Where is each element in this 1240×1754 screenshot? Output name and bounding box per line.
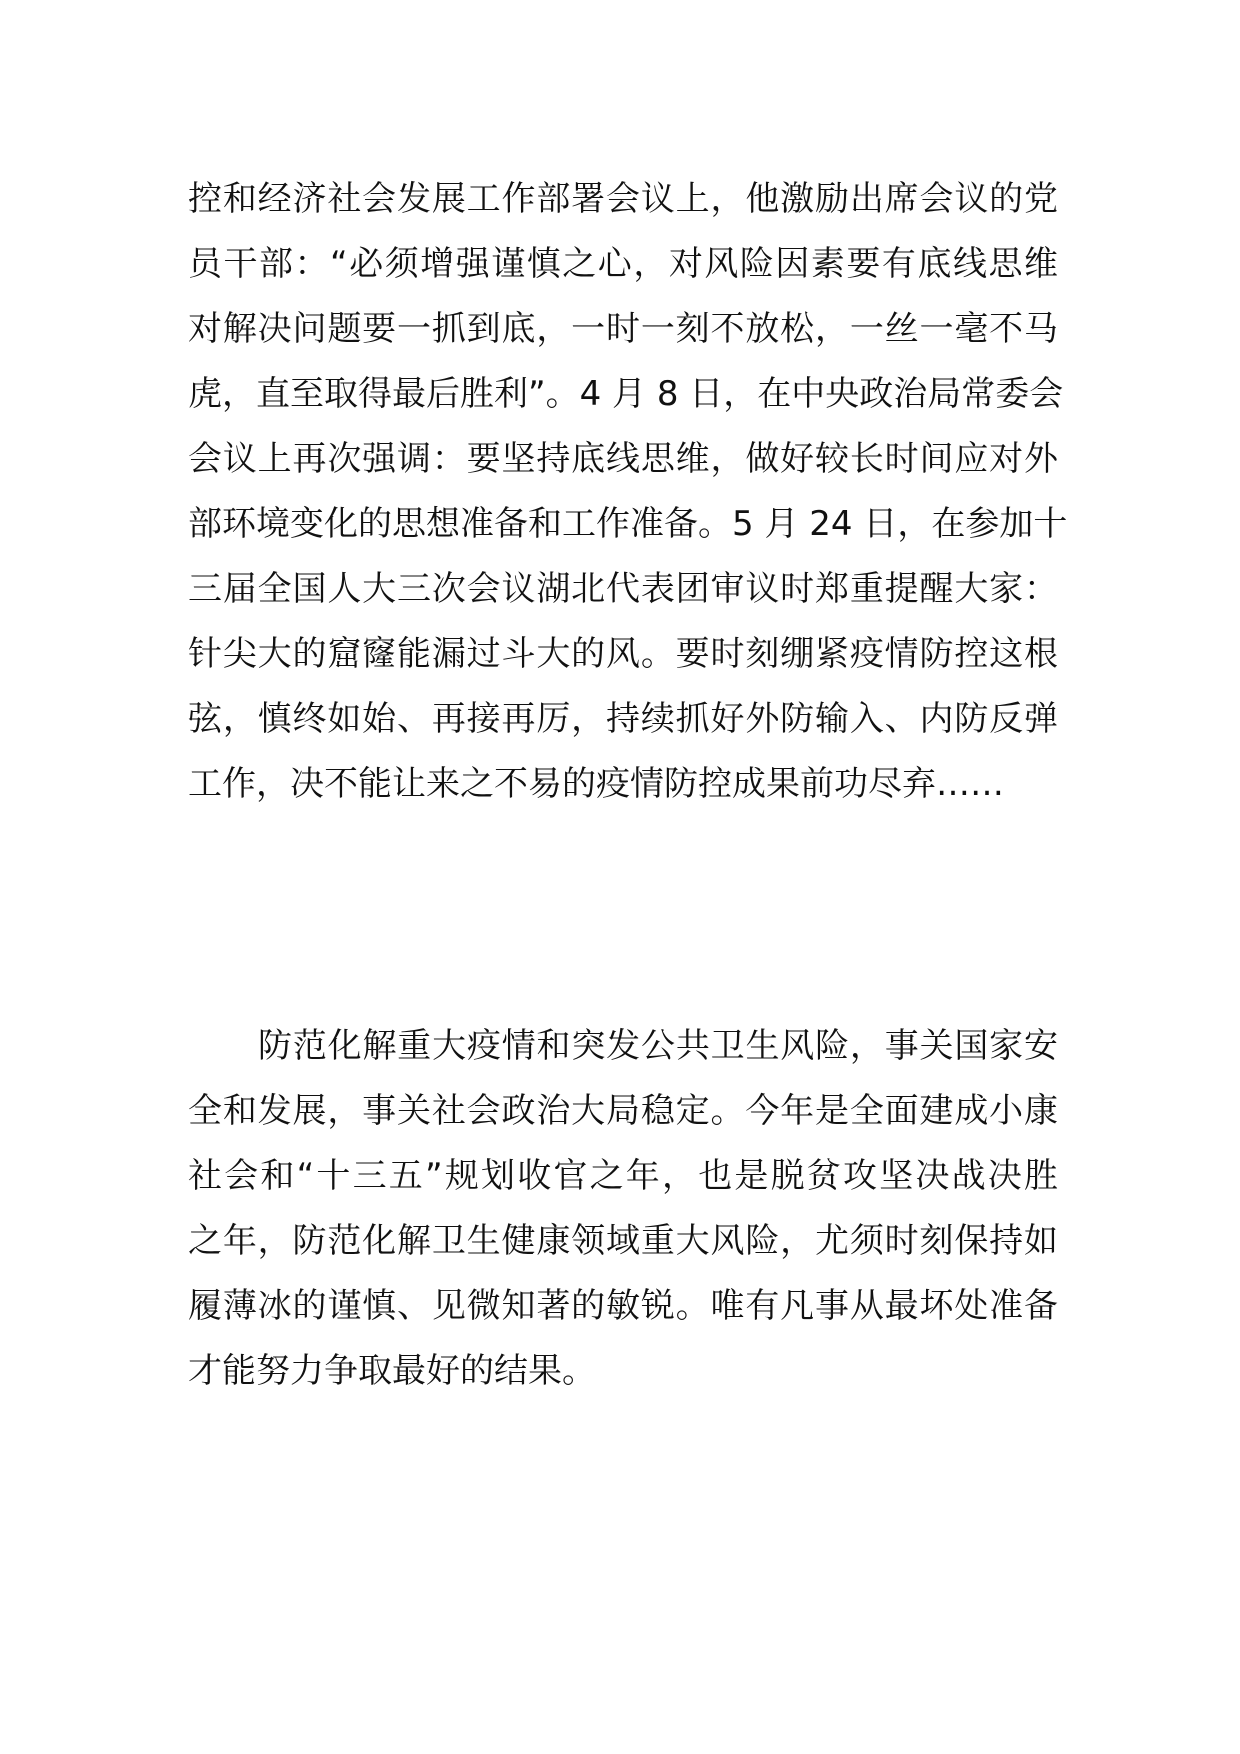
text-line: 才能努力争取最好的结果。 [188,1351,596,1391]
text-line: 防范化解重大疫情和突发公共卫生风险，事关国家安 [258,1026,1058,1066]
text-line: 工作，决不能让来之不易的疫情防控成果前功尽弃…… [188,764,1004,804]
text-line: 履薄冰的谨慎、见微知著的敏锐。唯有凡事从最坏处准备 [188,1286,1058,1326]
text-line: 弦，慎终如始、再接再厉，持续抓好外防输入、内防反弹 [188,699,1058,739]
text-line: 对解决问题要一抓到底，一时一刻不放松，一丝一毫不马 [188,309,1058,349]
text-line: 虎，直至取得最后胜利”。4 月 8 日，在中央政治局常委会 [188,374,1064,414]
text-line: 三届全国人大三次会议湖北代表团审议时郑重提醒大家： [188,569,1058,609]
text-line: 全和发展，事关社会政治大局稳定。今年是全面建成小康 [188,1091,1058,1131]
text-line: 之年，防范化解卫生健康领域重大风险，尤须时刻保持如 [188,1221,1058,1261]
text-line: 部环境变化的思想准备和工作准备。5 月 24 日，在参加十 [188,504,1068,544]
text-line: 会议上再次强调：要坚持底线思维，做好较长时间应对外 [188,439,1058,479]
text-line: 员干部：“必须增强谨慎之心，对风险因素要有底线思维 [188,244,1058,284]
body-paragraph [188,1014,1058,1404]
body-paragraph [188,167,1068,817]
text-line: 控和经济社会发展工作部署会议上，他激励出席会议的党 [188,179,1058,219]
text-line: 针尖大的窟窿能漏过斗大的风。要时刻绷紧疫情防控这根 [188,634,1058,674]
text-line: 社会和“十三五”规划收官之年，也是脱贫攻坚决战决胜 [188,1156,1058,1196]
